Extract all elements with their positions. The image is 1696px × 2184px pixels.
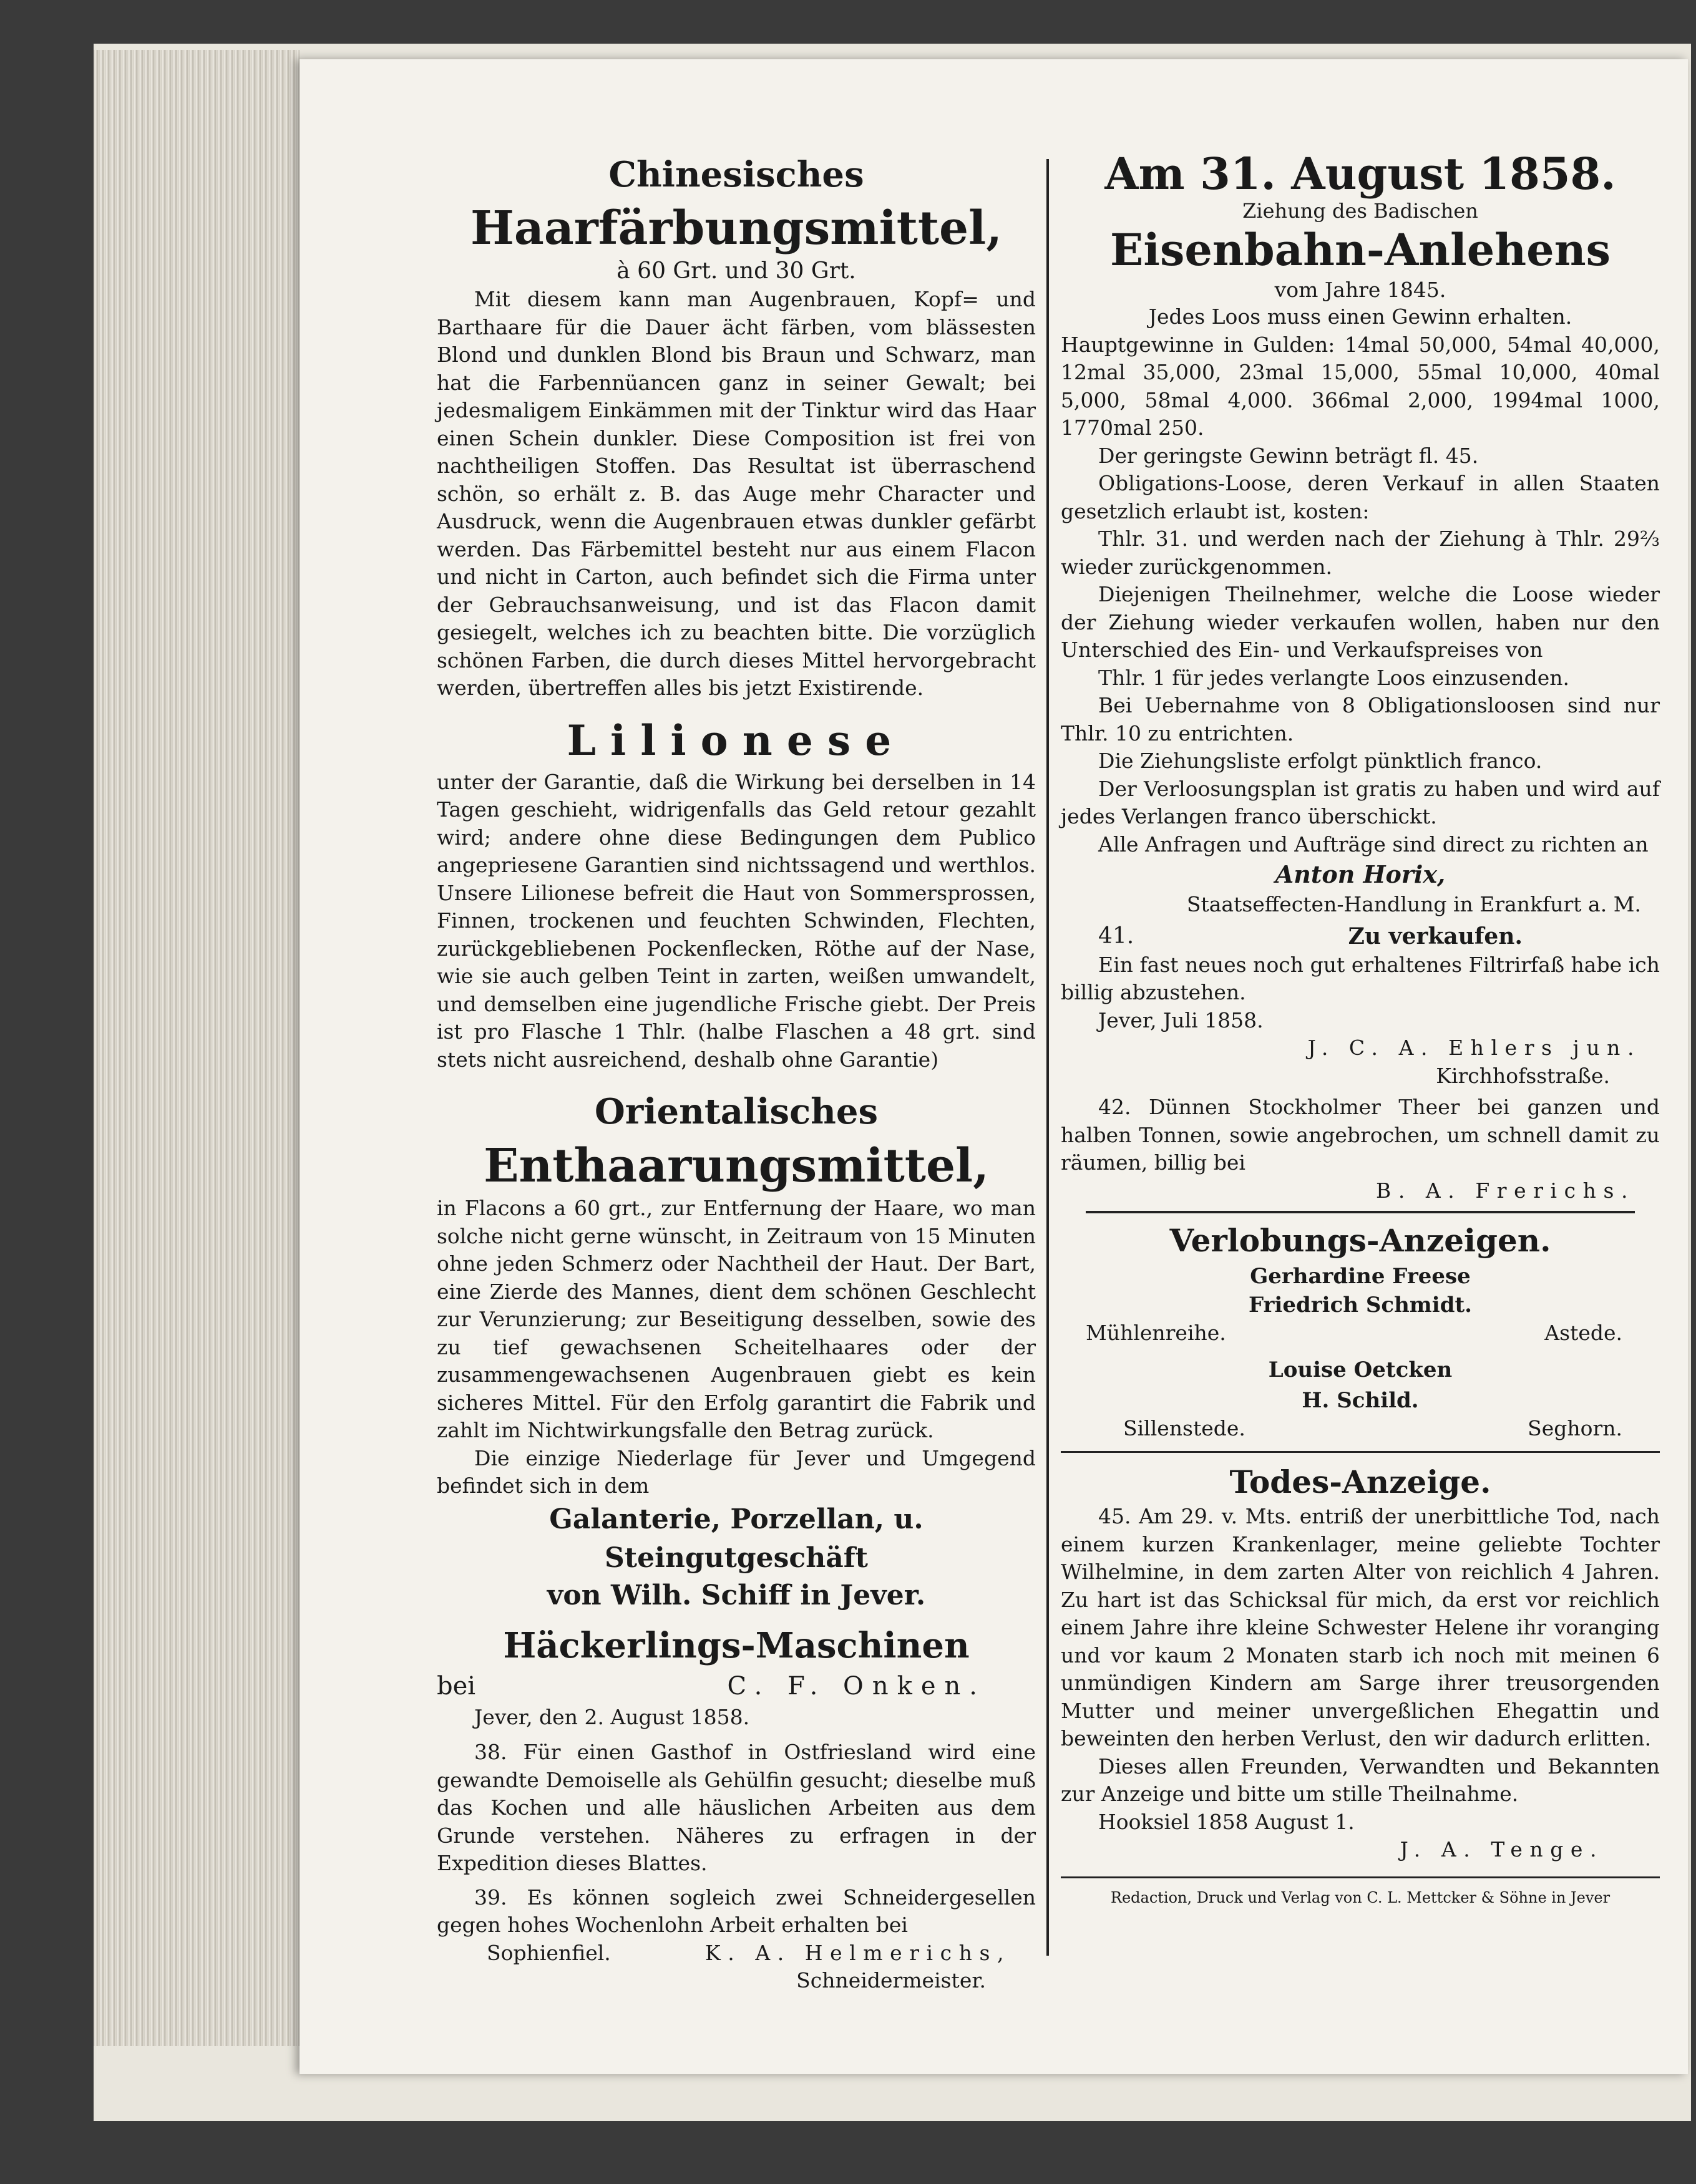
ad-text: unter der Garantie, daß die Wirkung bei derselben in 14 Tagen geschieht, widrigenfalls das Geld retour gezahlt wird; andere ohne diese Bedingungen dem Publico angepriesene Garantien sind nichtssagend und werthlos. Unsere Lilionese befreit die Haut von Sommersprossen, Finnen, trockenen und feuchten Schwinden, Flechten, zurückgebliebenen Pockenflecken, Röthe auf der Nase, wie sie auch gelben Teint in zarten, weißen umwandelt, und demselben eine jugendliche Frische giebt. Der Preis ist pro Flasche 1 Thlr. (halbe Flaschen a 48 grt. sind stets nicht ausreichend, deshalb ohne Garantie) [437,769,1036,1072]
left-column [437,150,1036,1996]
ad-text: Jedes Loos muss einen Gewinn erhalten. [1148,304,1572,329]
place-name: Sophienfiel. [487,1940,611,1965]
place-name: Seghorn. [1528,1415,1622,1440]
ad-title: Haarfärbungsmittel, [470,201,1003,255]
ad-text: Die Ziehungsliste erfolgt pünktlich franco. [1098,749,1542,773]
date-line: Jever, Juli 1858. [1098,1007,1264,1032]
ad-title: Häckerlings-Maschinen [503,1624,970,1666]
ad-text: Bei Uebernahme von 8 Obligationsloosen sind nur Thlr. 10 zu entrichten. [1061,693,1660,745]
signature: Anton Horix, [1275,860,1446,888]
ad-text: Thlr. 31. und werden nach der Ziehung à Thlr. 29⅔ wieder zurückgenommen. [1061,527,1660,579]
merchant-name: C. F. Onken. [727,1671,986,1701]
ad-text: Der geringste Gewinn beträgt fl. 45. [1098,443,1479,468]
section-title: Todes-Anzeige. [1229,1463,1491,1500]
ad-text: Obligations-Loose, deren Verkauf in allen Staaten gesetzlich erlaubt ist, kosten: [1061,471,1660,523]
subheading: vom Jahre 1845. [1274,278,1446,302]
merchant-name: J. A. Tenge. [1400,1837,1604,1861]
person-name: Gerhardine Freese [1250,1264,1471,1289]
column-divider [1046,159,1049,1956]
merchant-name: K. A. Helmerichs, [705,1940,1011,1965]
person-name: Louise Oetcken [1268,1357,1453,1382]
ad-text: Alle Anfragen und Aufträge sind direct zu richten an [1098,832,1649,857]
ad-schneider [437,1884,1036,1995]
ad-title: Orientalisches [594,1091,879,1132]
ad-text: Mit diesem kann man Augenbrauen, Kopf= und Barthaare für die Dauer ächt färben, vom blässesten Blond und dunklen Blond bis Braun und Schwarz, man hat die Farbennüancen ganz in seiner Gewalt; bei jedesmaligem Einkämmen mit der Tinktur wird das Haar einen Schein dunkler. Diese Composition ist frei von nachtheiligen Stoffen. Das Resultat ist überraschend schön, so erhält z. B. das Auge mehr Character und Ausdruck, wenn die Augenbrauen etwas dunkler gefärbt werden. Das Färbemittel besteht nur aus einem Flacon und nicht in Carton, auch befindet sich die Firma unter der Gebrauchsanweisung, und ist das Flacon damit gesiegelt, welches ich zu beachten bitte. Die vorzüglich schönen Farben, die durch dieses Mittel hervorgebracht werden, übertreffen alles bis jetzt Existirende. [437,287,1036,700]
ad-title: Enthaarungsmittel, [484,1139,989,1193]
ad-anleihe [1061,150,1660,919]
ad-title: Lilionese [567,716,906,765]
ad-text: Diejenigen Theilnehmer, welche die Loose wieder der Ziehung wieder verkaufen wollen, haben nur den Unterschied des Ein- und Verkaufspreises von [1061,582,1660,662]
ad-text: 38. Für einen Gasthof in Ostfriesland wird eine gewandte Demoiselle als Gehülfin gesucht; dieselbe muß das Kochen und alle häuslichen Arbeiten aus dem Grunde verstehen. Näheres zu erfragen in der Expedition dieses Blattes. [437,1740,1036,1875]
ad-verkaufen [1061,921,1660,1090]
ad-title: Chinesisches [608,154,864,195]
ad-demoiselle [437,1739,1036,1878]
subheading: Ziehung des Badischen [1242,199,1478,223]
date-line: Hooksiel 1858 August 1. [1098,1809,1355,1834]
ad-text: Ein fast neues noch gut erhaltenes Filtrirfaß habe ich billig abzustehen. [1061,952,1660,1004]
ad-title: Zu verkaufen. [1348,923,1523,949]
ad-text: Der Verloosungsplan ist gratis zu haben und wird auf jedes Verlangen franco überschickt. [1061,776,1660,828]
imprint-line: Redaction, Druck und Verlag von C. L. Mettcker & Söhne in Jever [1110,1888,1611,1906]
headline: Am 31. August 1858. [1104,148,1616,200]
price-line: à 60 Grt. und 30 Grt. [617,258,856,284]
merchant-role: Schneidermeister. [796,1968,986,1992]
ad-haeckerling [437,1623,1036,1732]
ad-text: 39. Es können sogleich zwei Schneidergesellen gegen hohes Wochenlohn Arbeit erhalten bei [437,1885,1036,1937]
ad-text: bei [437,1671,476,1701]
ad-theer [1061,1094,1660,1205]
divider-rule [1086,1211,1635,1213]
death-notice [1061,1462,1660,1864]
place-name: Mühlenreihe. [1086,1321,1226,1345]
ad-text: in Flacons a 60 grt., zur Entfernung der Haare, wo man solche nicht gerne wünscht, in Zeitraum von 15 Minuten ohne jeden Schmerz oder Nachtheil der Haut. Der Bart, eine Zierde des Mannes, dient dem schönen Geschlecht zur Verunzierung; zur Beseitigung desselben, sowie des zu tief gewachsenen Scheitelhaares oder der zusammengewachsenen Augenbrauen giebt es kein sicheres Mittel. Für den Erfolg garantirt die Fabrik und zahlt im Nichtwirkungsfalle den Betrag zurück. [437,1196,1036,1442]
divider-rule [1061,1451,1660,1453]
person-name: H. Schild. [1302,1387,1419,1413]
notice-text: Dieses allen Freunden, Verwandten und Bekannten zur Anzeige und bitte um stille Theilnahme. [1061,1754,1660,1806]
place-name: Sillenstede. [1123,1415,1245,1440]
ad-title: Eisenbahn-Anlehens [1110,224,1611,276]
right-column [1061,150,1660,1996]
merchant-name: B. A. Frerichs. [1376,1178,1635,1203]
ad-enthaarung [437,1086,1036,1614]
ad-text: Die einzige Niederlage für Jever und Umgegend befindet sich in dem [437,1445,1036,1498]
street-name: Kirchhofsstraße. [1436,1063,1610,1088]
merchant-name: J. C. A. Ehlers jun. [1307,1036,1641,1060]
section-title: Verlobungs-Anzeigen. [1169,1222,1551,1259]
ad-text: Thlr. 1 für jedes verlangte Loos einzusenden. [1098,665,1570,690]
shop-name: Galanterie, Porzellan, u. Steingutgeschäft [549,1503,924,1574]
ad-lilionese [437,712,1036,1074]
ad-text: 42. Dünnen Stockholmer Theer bei ganzen und halben Tonnen, sowie angebrochen, um schnell damit zu räumen, billig bei [1061,1095,1660,1175]
ad-number: 41. [1098,923,1134,949]
ad-haarfaerbung [437,150,1036,702]
notice-text: 45. Am 29. v. Mts. entriß der unerbittliche Tod, nach einem kurzen Krankenlager, meine geliebte Tochter Wilhelmine, in dem zarten Alter von reichlich 4 Jahren. Zu hart ist das Schicksal für mich, da erst vor reichlich einem Jahre ihre kleine Schwester Helene ihr voranging und vor kaum 2 Monaten starb ich noch mit meinen 6 unmündigen Kindern am Sarge ihrer treusorgenden Mutter und meiner unvergeßlichen Ehegattin und beweinten den herben Verlust, den wir dadurch erlitten. [1061,1504,1660,1750]
prize-list: Hauptgewinne in Gulden: 14mal 50,000, 54mal 40,000, 12mal 35,000, 23mal 15,000, 55mal 10,000, 40mal 5,000, 58mal 4,000. 366mal 2,000, 1994mal 1000, 1770mal 250. [1061,332,1660,440]
date-line: Jever, den 2. August 1858. [474,1704,750,1729]
shop-name: von Wilh. Schiff in Jever. [547,1579,926,1611]
divider-rule [1061,1876,1660,1878]
engagement-notices [1061,1220,1660,1442]
page-edges [94,50,300,2046]
company-line: Staatseffecten-Handlung in Erankfurt a. M. [1186,892,1641,916]
place-name: Astede. [1544,1321,1622,1345]
person-name: Friedrich Schmidt. [1248,1293,1473,1318]
